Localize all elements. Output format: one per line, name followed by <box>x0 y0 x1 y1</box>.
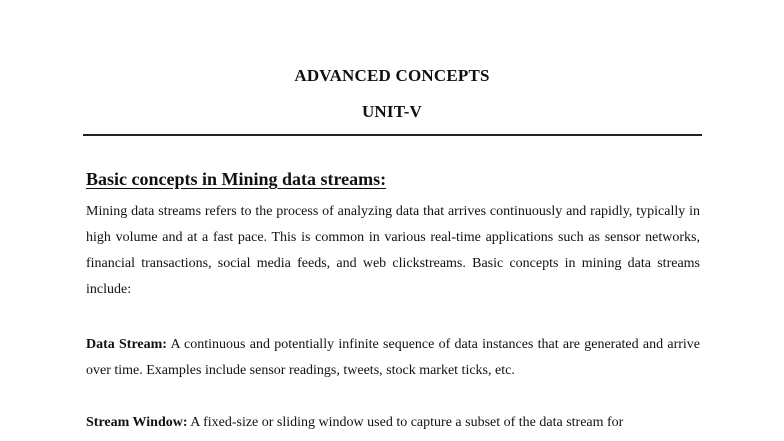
definition-term: Stream Window: <box>86 415 188 430</box>
definition-data-stream <box>86 332 700 384</box>
definition-term: Data Stream: <box>86 337 167 352</box>
intro-paragraph: Mining data streams refers to the process of analyzing data that arrives continuously and rapidly, typically in high volume and at a fast pace. This is common in various real-time applications such as sensor networks, financial transactions, social media feeds, and web clickstreams. Basic concepts in mining data streams include: <box>86 204 700 297</box>
horizontal-rule <box>83 134 702 136</box>
section-heading: Basic concepts in Mining data streams: <box>86 169 387 189</box>
definition-stream-window <box>86 410 700 436</box>
definition-text: A continuous and potentially infinite sequence of data instances that are generated and arrive over time. Examples include sensor readings, tweets, stock market ticks, etc. <box>86 337 700 378</box>
unit-label: UNIT-V <box>361 102 423 121</box>
document-title: ADVANCED CONCEPTS <box>294 66 490 85</box>
definition-text: A fixed-size or sliding window used to capture a subset of the data stream for <box>187 415 624 430</box>
